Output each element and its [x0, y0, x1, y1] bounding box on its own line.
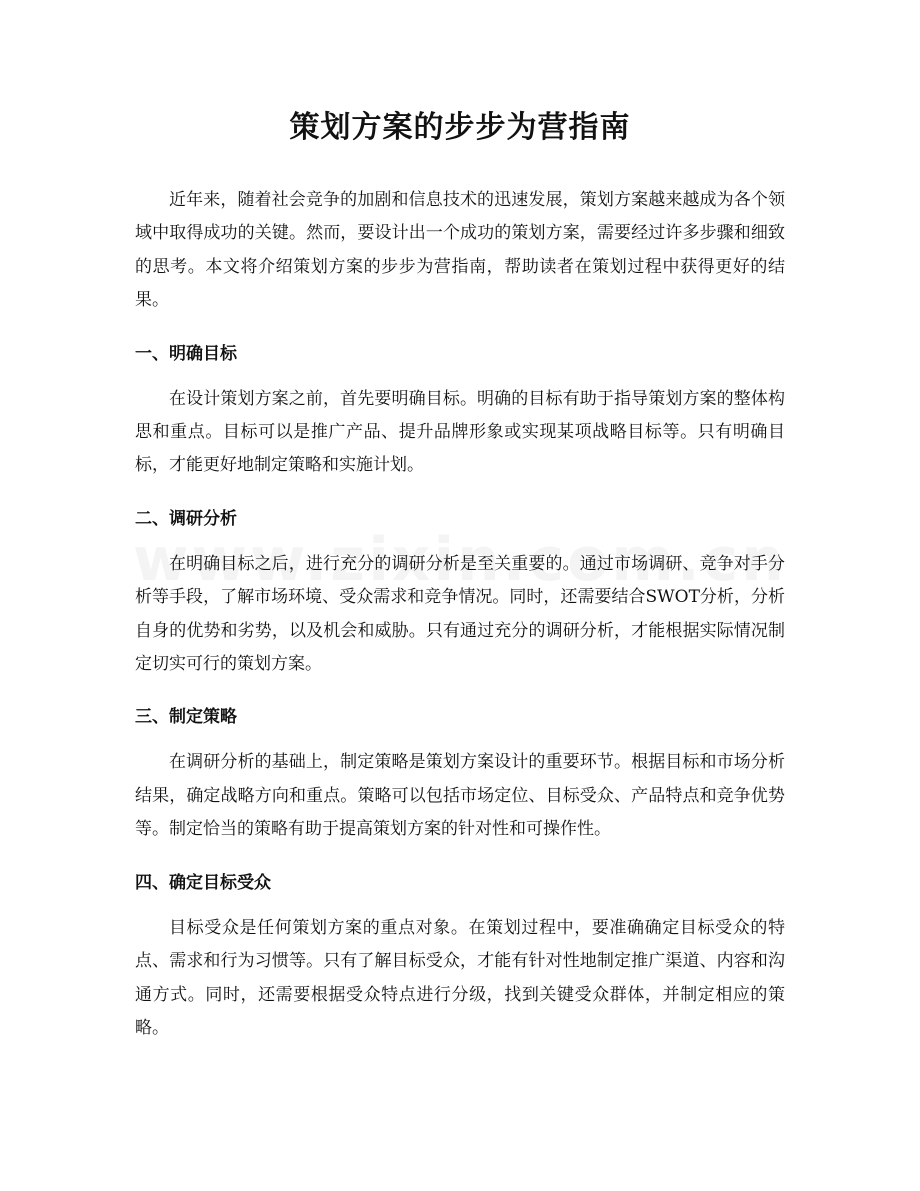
section-body-goal: 在设计策划方案之前，首先要明确目标。明确的目标有助于指导策划方案的整体构思和重点。目标可以是推广产品、提升品牌形象或实现某项战略目标等。只有明确目标，才能更好地制定策略和实施计划。 [135, 388, 785, 476]
section-heading-strategy: 三、制定策略 [135, 707, 237, 728]
section-body-audience: 目标受众是任何策划方案的重点对象。在策划过程中，要准确确定目标受众的特点、需求和行为习惯等。只有了解目标受众，才能有针对性地制定推广渠道、内容和沟通方式。同时，还需要根据受众特点进行分级，找到关键受众群体，并制定相应的策略。 [135, 917, 785, 1038]
section-heading-goal: 一、明确目标 [135, 343, 237, 364]
document-title: 策划方案的步步为营指南 [289, 110, 631, 145]
section-body-strategy: 在调研分析的基础上，制定策略是策划方案设计的重要环节。根据目标和市场分析结果，确定战略方向和重点。策略可以包括市场定位、目标受众、产品特点和竞争优势等。制定恰当的策略有助于提高策划方案的针对性和可操作性。 [135, 752, 785, 840]
section-heading-audience: 四、确定目标受众 [135, 872, 271, 893]
section-body-research: 在明确目标之后，进行充分的调研分析是至关重要的。通过市场调研、竞争对手分析等手段，了解市场环境、受众需求和竞争情况。同时，还需要结合SWOT分析，分析自身的优势和劣势，以及机会和威胁。只有通过充分的调研分析，才能根据实际情况制定切实可行的策划方案。 [135, 553, 785, 675]
section-heading-research: 二、调研分析 [135, 508, 237, 529]
intro-paragraph: 近年来，随着社会竞争的加剧和信息技术的迅速发展，策划方案越来越成为各个领域中取得成功的关键。然而，要设计出一个成功的策划方案，需要经过许多步骤和细致的思考。本文将介绍策划方案的步步为营指南，帮助读者在策划过程中获得更好的结果。 [135, 190, 785, 311]
